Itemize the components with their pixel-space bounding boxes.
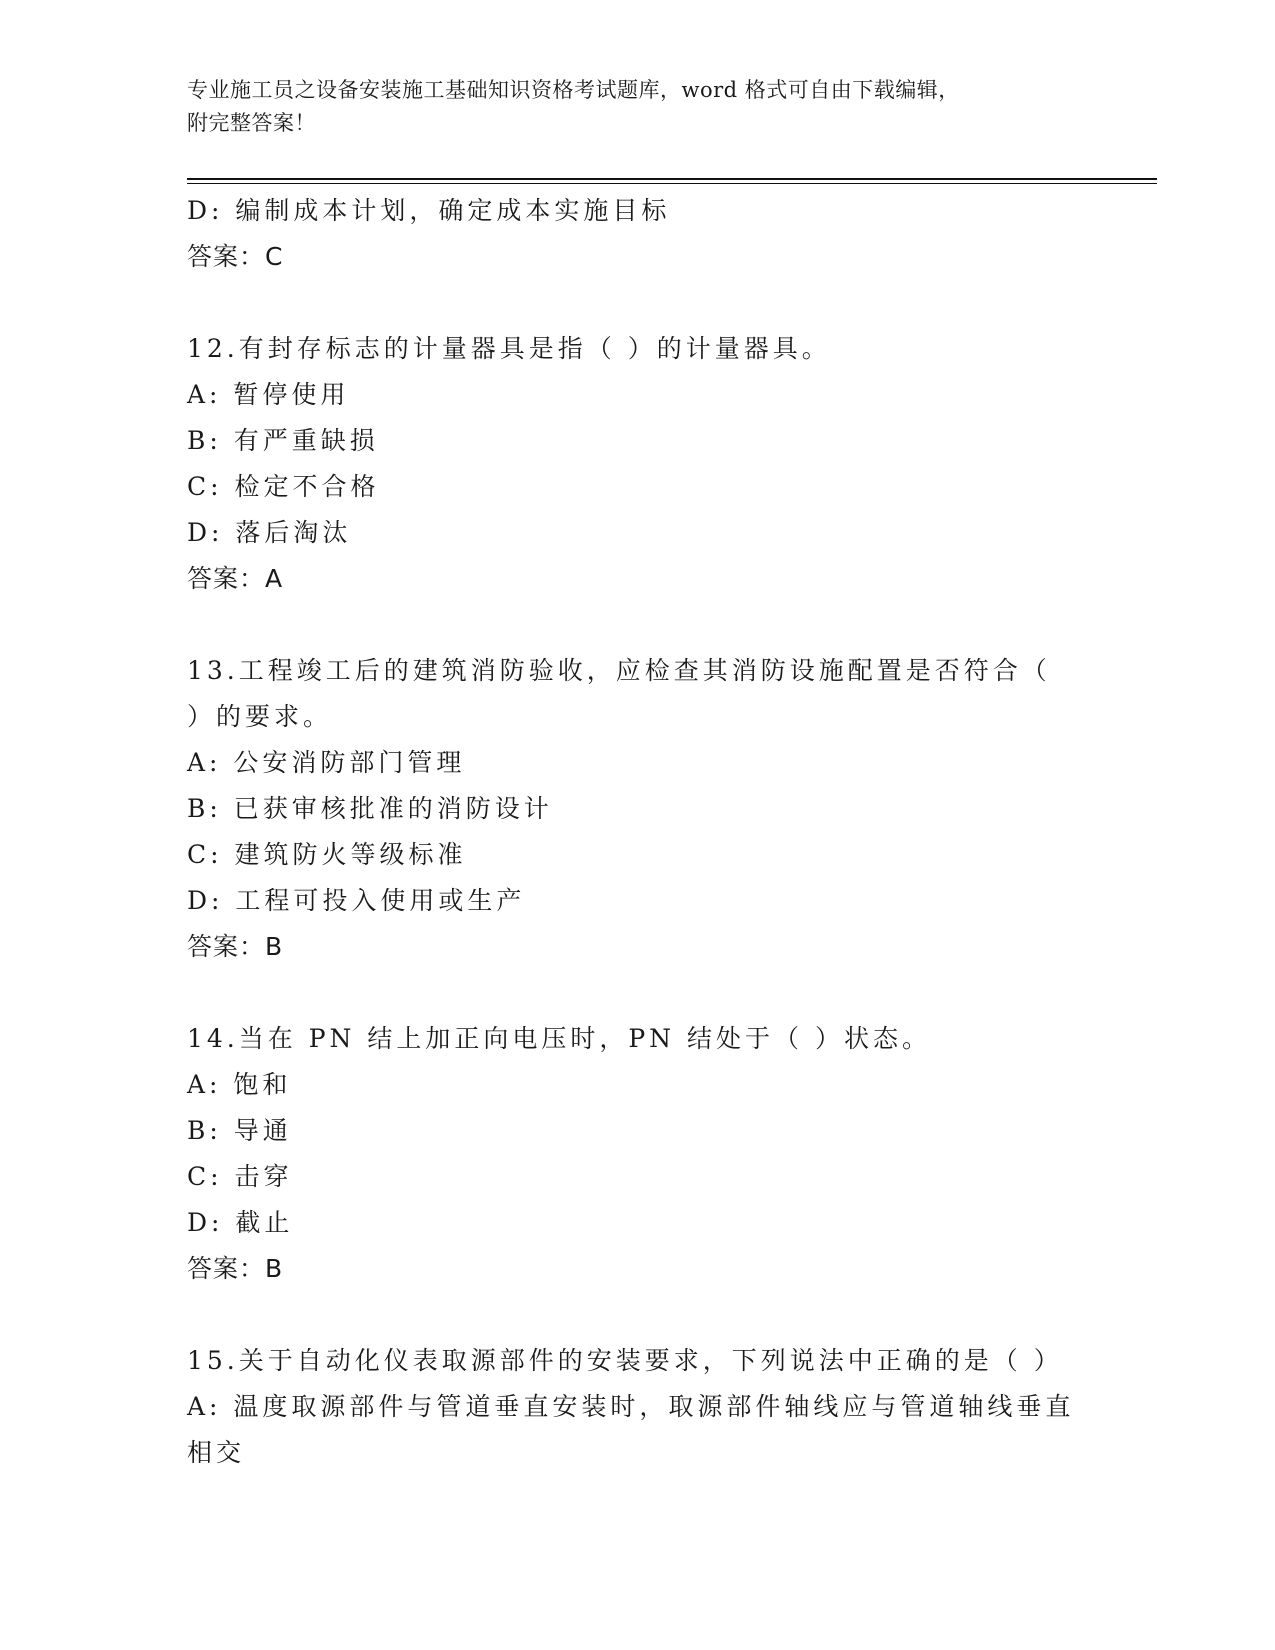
question-text-continued: ）的要求。 bbox=[187, 702, 333, 731]
question-15 bbox=[187, 1338, 1087, 1476]
option-a: A: 公安消防部门管理 bbox=[187, 748, 466, 777]
question-text: 12.有封存标志的计量器具是指（ ）的计量器具。 bbox=[187, 334, 831, 363]
option-a-continued: 相交 bbox=[187, 1438, 246, 1467]
answer-line: 答案：B bbox=[187, 932, 284, 961]
option-a: A: 饱和 bbox=[187, 1070, 292, 1099]
question-11-tail bbox=[187, 188, 1087, 280]
question-text: 13.工程竣工后的建筑消防验收，应检查其消防设施配置是否符合（ bbox=[187, 656, 1051, 685]
option-d: D: 落后淘汰 bbox=[187, 518, 352, 547]
option-a: A: 暂停使用 bbox=[187, 380, 350, 409]
answer-line: 答案：A bbox=[187, 564, 284, 593]
header-line-1: 专业施工员之设备安装施工基础知识资格考试题库，word 格式可自由下载编辑， bbox=[187, 78, 960, 102]
answer-line: 答案：C bbox=[187, 242, 284, 271]
option-b: B: 有严重缺损 bbox=[187, 426, 379, 455]
question-text: 14.当在 PN 结上加正向电压时，PN 结处于（ ）状态。 bbox=[187, 1024, 931, 1053]
question-14 bbox=[187, 1016, 1087, 1292]
question-12 bbox=[187, 326, 1087, 602]
option-c: C: 检定不合格 bbox=[187, 472, 380, 501]
option-b: B: 已获审核批准的消防设计 bbox=[187, 794, 553, 823]
option-d: D: 工程可投入使用或生产 bbox=[187, 886, 526, 915]
page-header bbox=[187, 74, 1067, 140]
answer-line: 答案：B bbox=[187, 1254, 284, 1283]
option-b: B: 导通 bbox=[187, 1116, 292, 1145]
header-rule-thick bbox=[187, 178, 1157, 180]
document-body bbox=[187, 188, 1087, 1476]
option-a: A: 温度取源部件与管道垂直安装时，取源部件轴线应与管道轴线垂直 bbox=[187, 1392, 1075, 1421]
header-rule-thin bbox=[187, 183, 1157, 184]
option-c: C: 建筑防火等级标准 bbox=[187, 840, 467, 869]
option-d: D: 截止 bbox=[187, 1208, 294, 1237]
header-line-2: 附完整答案！ bbox=[187, 111, 316, 135]
question-text: 15.关于自动化仪表取源部件的安装要求，下列说法中正确的是（ ） bbox=[187, 1346, 1063, 1375]
question-13 bbox=[187, 648, 1087, 970]
option-d: D: 编制成本计划，确定成本实施目标 bbox=[187, 196, 671, 225]
option-c: C: 击穿 bbox=[187, 1162, 293, 1191]
